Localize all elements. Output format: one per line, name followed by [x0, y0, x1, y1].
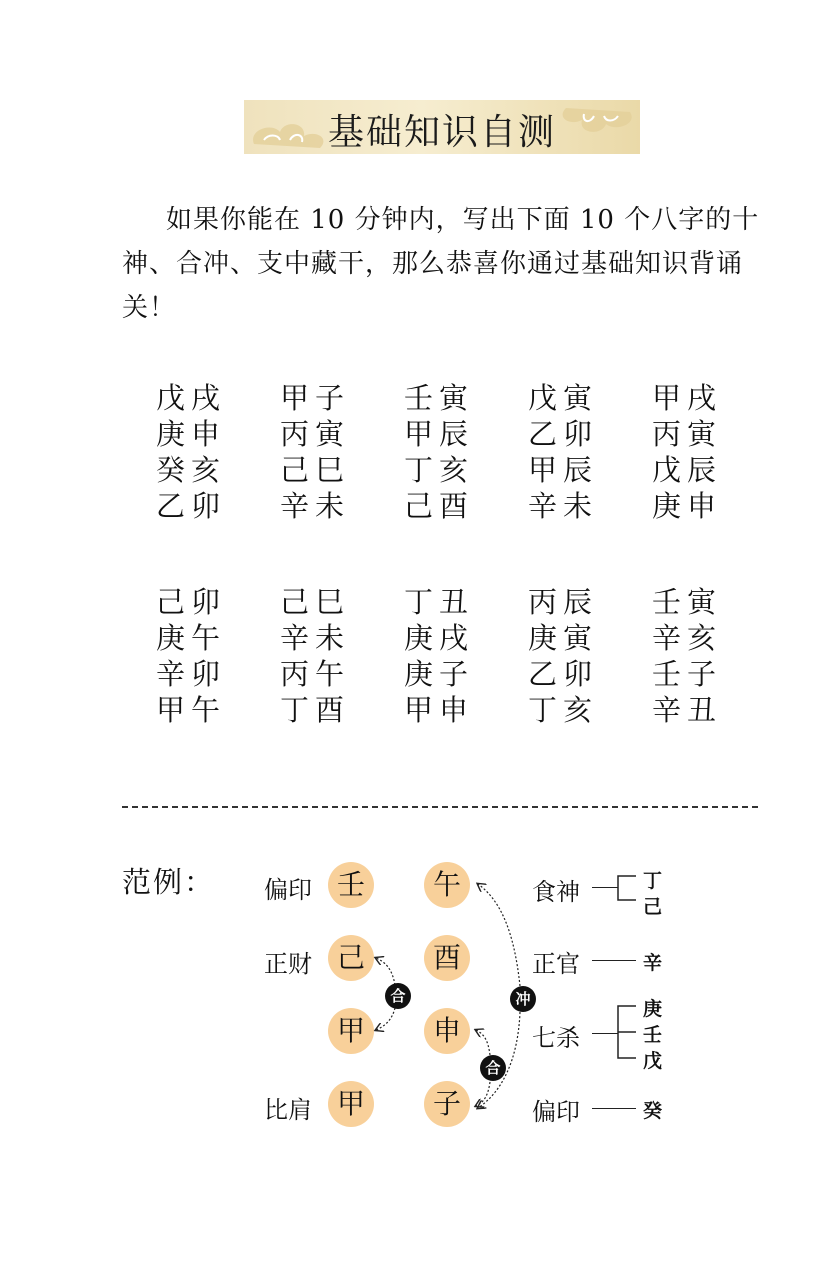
stem-shishen-label: 正财: [264, 950, 312, 978]
bazi-pillar: 庚子: [404, 656, 475, 691]
branch-shishen-label: 正官: [532, 950, 580, 978]
chong-arrow-up: [478, 884, 520, 986]
he-arrow-down: [376, 1008, 395, 1030]
hidden-stem: 丁: [643, 870, 663, 892]
bazi-pillar: 辛未: [528, 488, 599, 523]
bazi-pillar: 庚申: [652, 488, 723, 523]
bazi-pillar: 壬寅: [404, 380, 475, 415]
hidden-stem: 壬: [643, 1024, 663, 1046]
hidden-stem: 癸: [643, 1100, 663, 1122]
bazi-pillar: 辛未: [280, 620, 351, 655]
bazi-pillar: 癸亥: [156, 452, 227, 487]
bracket: [616, 872, 640, 904]
he-badge: 合: [385, 983, 411, 1009]
bazi-pillar: 辛亥: [652, 620, 723, 655]
connector-line: [592, 1108, 636, 1109]
bazi-pillar: 甲午: [156, 692, 227, 727]
bazi-pillar: 辛未: [280, 488, 351, 523]
bazi-pillar: 甲申: [404, 692, 475, 727]
bazi-pillar: 己酉: [404, 488, 475, 523]
stem-shishen-label: 偏印: [264, 876, 312, 904]
stem-circle: 甲: [328, 1008, 374, 1054]
bazi-pillar: 己巳: [280, 584, 351, 619]
bazi-pillar: 丙午: [280, 656, 351, 691]
bazi-pillar: 丁亥: [404, 452, 475, 487]
bazi-pillar: 丁酉: [280, 692, 351, 727]
hidden-stem: 庚: [643, 998, 663, 1020]
bazi-pillar: 辛卯: [156, 656, 227, 691]
connector-line: [592, 1033, 618, 1034]
stem-circle: 壬: [328, 862, 374, 908]
bazi-pillar: 庚戌: [404, 620, 475, 655]
bazi-pillar: 乙卯: [528, 416, 599, 451]
bazi-pillar: 丙寅: [652, 416, 723, 451]
branch-circle: 午: [424, 862, 470, 908]
bazi-pillar: 丙辰: [528, 584, 599, 619]
branch-circle: 酉: [424, 935, 470, 981]
branch-shishen-label: 七杀: [532, 1024, 580, 1052]
hidden-stem: 戊: [643, 1050, 663, 1072]
bazi-pillar: 己巳: [280, 452, 351, 487]
branch-circle: 申: [424, 1008, 470, 1054]
bazi-pillar: 丁亥: [528, 692, 599, 727]
bazi-pillar: 戊寅: [528, 380, 599, 415]
bazi-pillar: 甲戌: [652, 380, 723, 415]
bracket: [616, 1003, 640, 1061]
branch-shishen-label: 偏印: [532, 1098, 580, 1126]
bazi-pillar: 戊戌: [156, 380, 227, 415]
bazi-pillar: 戊辰: [652, 452, 723, 487]
bazi-pillar: 甲子: [280, 380, 351, 415]
connector-line: [592, 887, 618, 888]
intro-text: 如果你能在 10 分钟内，写出下面 10 个八字的十神、合冲、支中藏干，那么恭喜你通过基础知识背诵关！: [122, 205, 760, 323]
bazi-pillar: 丁丑: [404, 584, 475, 619]
he-badge: 合: [480, 1055, 506, 1081]
he-arrow-down-2: [476, 1082, 490, 1106]
he-arrow-up-2: [476, 1030, 490, 1055]
hidden-stem: 辛: [643, 952, 663, 974]
example-label: 范例：: [122, 865, 216, 899]
branch-circle: 子: [424, 1081, 470, 1127]
stem-circle: 甲: [328, 1081, 374, 1127]
bazi-pillar: 甲辰: [404, 416, 475, 451]
connector-line: [592, 960, 636, 961]
bazi-pillar: 乙卯: [528, 656, 599, 691]
bazi-pillar: 庚午: [156, 620, 227, 655]
stem-circle: 己: [328, 935, 374, 981]
chong-badge: 冲: [510, 986, 536, 1012]
page-title: 基础知识自测: [327, 112, 556, 153]
stem-shishen-label: 比肩: [264, 1096, 312, 1124]
bazi-pillar: 庚申: [156, 416, 227, 451]
bazi-pillar: 甲辰: [528, 452, 599, 487]
bazi-pillar: 庚寅: [528, 620, 599, 655]
hidden-stem: 己: [643, 896, 663, 918]
bazi-pillar: 乙卯: [156, 488, 227, 523]
bazi-pillar: 壬寅: [652, 584, 723, 619]
branch-shishen-label: 食神: [532, 878, 580, 906]
he-arrow-up: [376, 958, 395, 985]
bazi-pillar: 辛丑: [652, 692, 723, 727]
bazi-pillar: 壬子: [652, 656, 723, 691]
bazi-pillar: 己卯: [156, 584, 227, 619]
bazi-pillar: 丙寅: [280, 416, 351, 451]
